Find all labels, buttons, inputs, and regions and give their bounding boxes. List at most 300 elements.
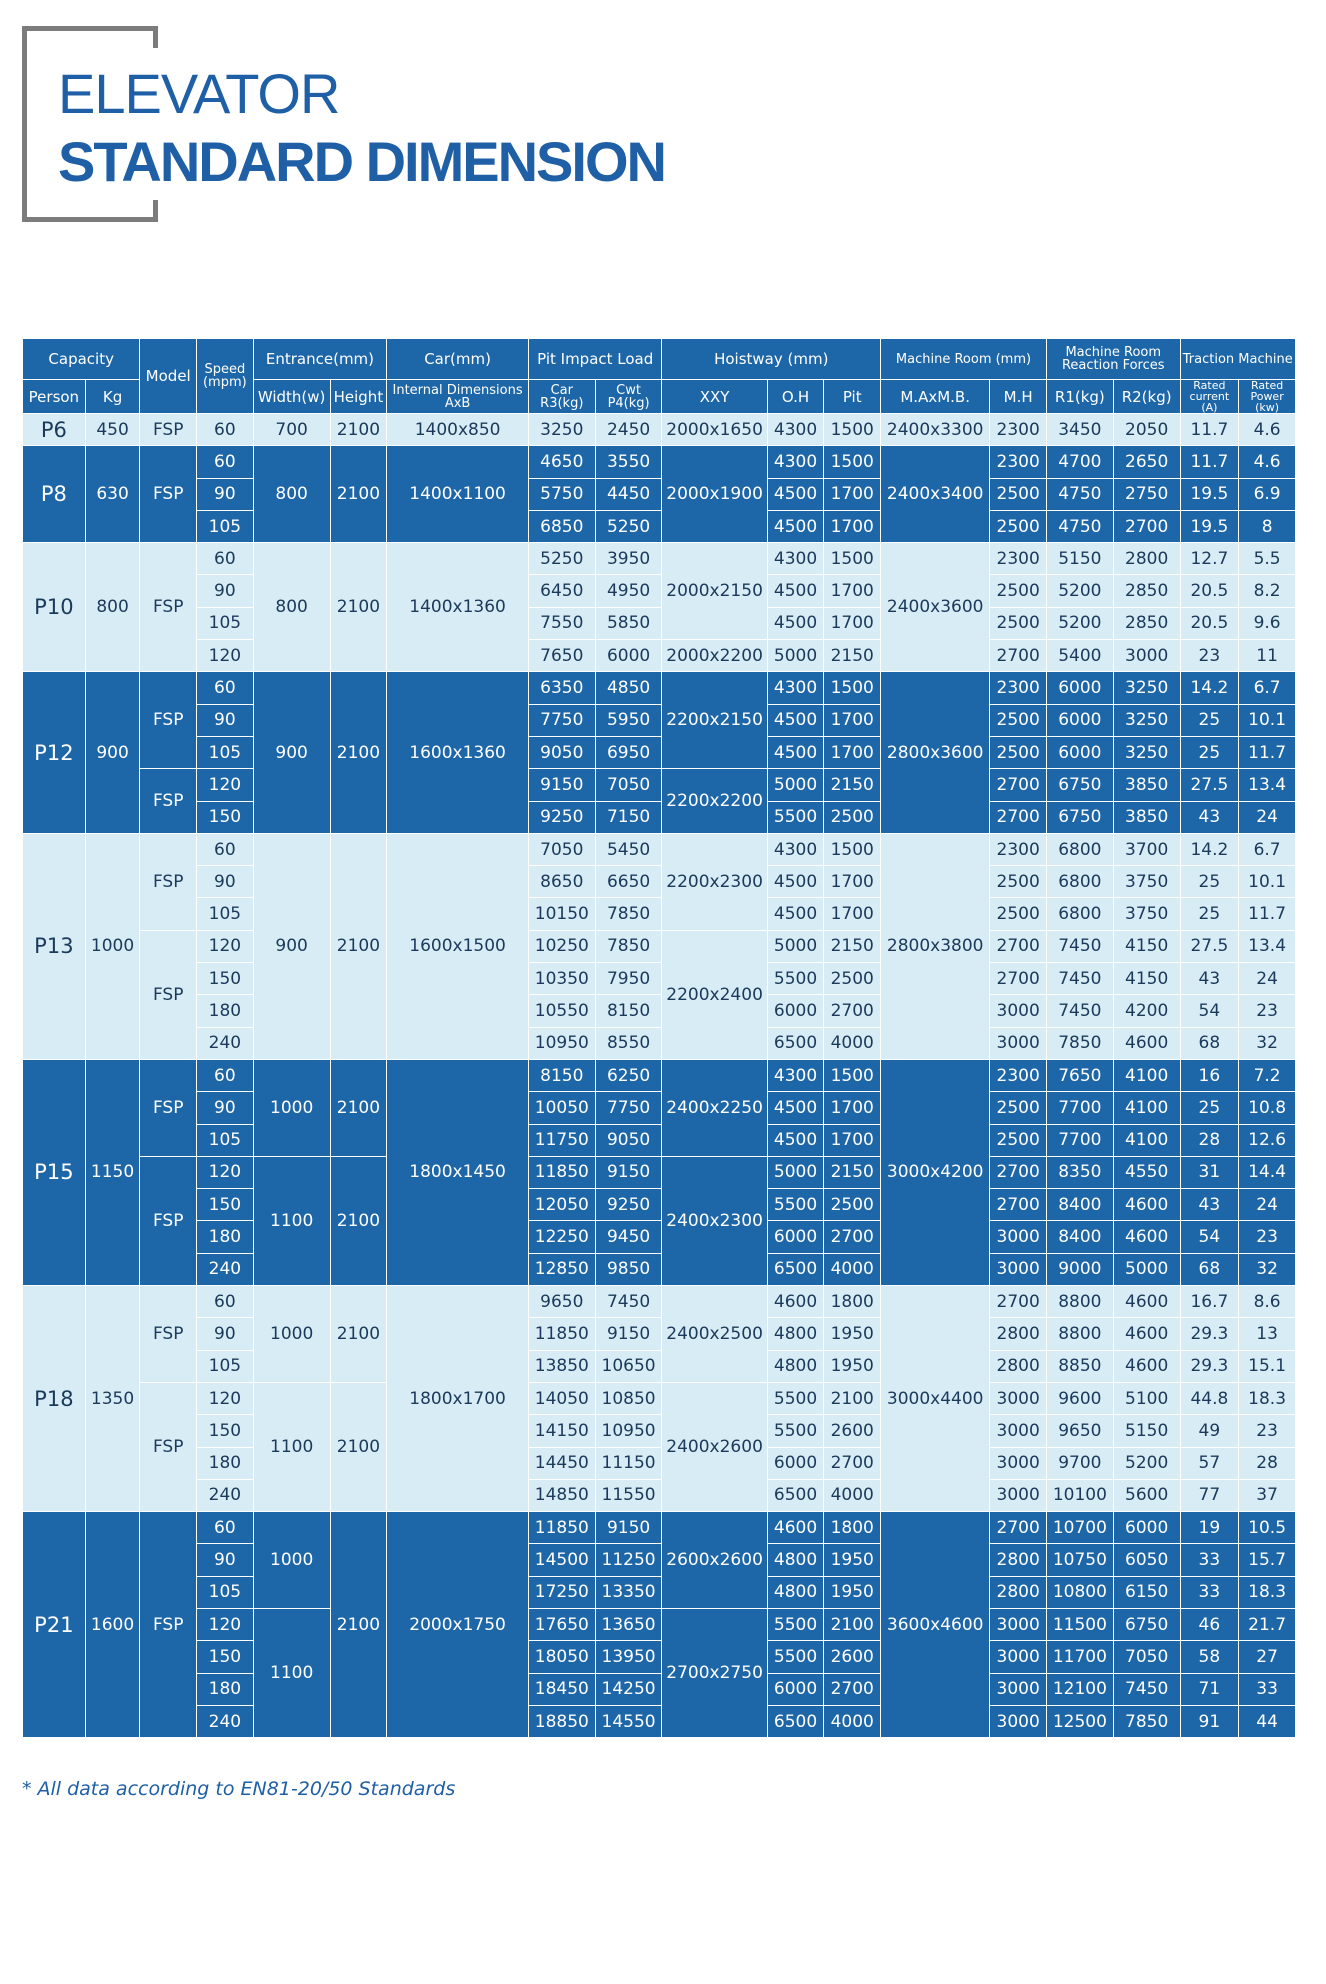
table-row [23,1059,1296,1091]
rated-power-cell: 11 [1239,640,1296,672]
header-r1: R1(kg) [1046,380,1113,414]
maxmb-cell: 2400x3300 [881,414,990,446]
car-r3-cell: 14150 [528,1415,595,1447]
pit-cell: 2700 [824,1221,881,1253]
pit-cell: 1500 [824,1059,881,1091]
pit-cell: 1700 [824,736,881,768]
table-row [23,963,1296,995]
mh-cell: 2500 [990,1092,1047,1124]
width-cell: 700 [253,414,330,446]
car-r3-cell: 7050 [528,833,595,865]
r1-cell: 8800 [1046,1286,1113,1318]
pit-cell: 2500 [824,801,881,833]
speed-cell: 60 [197,833,254,865]
footnote-text: All data according to EN81-20/50 Standards [37,1778,456,1800]
table-row [23,1608,1296,1640]
r2-cell: 3000 [1113,640,1180,672]
header-rated-power: Rated Power (kw) [1239,380,1296,414]
car-dimension-cell: 1400x850 [387,414,529,446]
r2-cell: 5200 [1113,1447,1180,1479]
car-r3-cell: 14850 [528,1479,595,1511]
xxy-cell: 2700x2750 [662,1608,767,1737]
r1-cell: 10700 [1046,1512,1113,1544]
maxmb-cell: 3000x4200 [881,1059,990,1285]
cwt-p4-cell: 6250 [595,1059,662,1091]
table-row [23,1189,1296,1221]
rated-power-cell: 8.2 [1239,575,1296,607]
oh-cell: 5500 [767,1641,824,1673]
cwt-p4-cell: 11150 [595,1447,662,1479]
mh-cell: 2700 [990,1156,1047,1188]
speed-cell: 180 [197,995,254,1027]
r1-cell: 4750 [1046,510,1113,542]
oh-cell: 6000 [767,1673,824,1705]
rated-power-cell: 37 [1239,1479,1296,1511]
header-reaction: Machine Room Reaction Forces [1046,339,1180,380]
r2-cell: 2800 [1113,543,1180,575]
r2-cell: 4600 [1113,1318,1180,1350]
speed-cell: 180 [197,1673,254,1705]
car-r3-cell: 9050 [528,736,595,768]
car-r3-cell: 6850 [528,510,595,542]
mh-cell: 2300 [990,446,1047,478]
oh-cell: 4500 [767,736,824,768]
cwt-p4-cell: 5450 [595,833,662,865]
r1-cell: 5200 [1046,607,1113,639]
rated-power-cell: 11.7 [1239,736,1296,768]
pit-cell: 1700 [824,1124,881,1156]
r1-cell: 4750 [1046,478,1113,510]
mh-cell: 2800 [990,1576,1047,1608]
pit-cell: 1950 [824,1318,881,1350]
cwt-p4-cell: 13350 [595,1576,662,1608]
header-entrance: Entrance(mm) [253,339,387,380]
rated-power-cell: 18.3 [1239,1576,1296,1608]
cwt-p4-cell: 10650 [595,1350,662,1382]
r1-cell: 8850 [1046,1350,1113,1382]
rated-power-cell: 8 [1239,510,1296,542]
pit-cell: 1700 [824,575,881,607]
rated-power-cell: 6.7 [1239,672,1296,704]
kg-cell: 630 [85,446,140,543]
cwt-p4-cell: 9250 [595,1189,662,1221]
pit-cell: 2500 [824,963,881,995]
width-cell: 900 [253,833,330,1059]
car-r3-cell: 7750 [528,704,595,736]
table-row [23,1415,1296,1447]
maxmb-cell: 3600x4600 [881,1512,990,1738]
pit-cell: 2150 [824,769,881,801]
height-cell: 2100 [330,833,387,1059]
r2-cell: 2850 [1113,575,1180,607]
rated-current-cell: 33 [1180,1576,1239,1608]
rated-power-cell: 7.2 [1239,1059,1296,1091]
xxy-cell: 2200x2150 [662,672,767,769]
xxy-cell: 2200x2200 [662,769,767,834]
mh-cell: 3000 [990,1705,1047,1737]
xxy-cell: 2200x2400 [662,930,767,1059]
cwt-p4-cell: 3950 [595,543,662,575]
table-row [23,478,1296,510]
kg-cell: 1000 [85,833,140,1059]
model-cell: FSP [140,1512,197,1738]
r2-cell: 6750 [1113,1608,1180,1640]
model-cell: FSP [140,1286,197,1383]
header-mh: M.H [990,380,1047,414]
cwt-p4-cell: 7150 [595,801,662,833]
r1-cell: 10100 [1046,1479,1113,1511]
car-dimension-cell: 1600x1360 [387,672,529,833]
height-cell: 2100 [330,1382,387,1511]
car-r3-cell: 10050 [528,1092,595,1124]
table-row [23,930,1296,962]
rated-current-cell: 91 [1180,1705,1239,1737]
speed-cell: 105 [197,510,254,542]
car-r3-cell: 9650 [528,1286,595,1318]
r2-cell: 6150 [1113,1576,1180,1608]
speed-cell: 105 [197,898,254,930]
header-speed: Speed (mpm) [197,339,254,414]
car-r3-cell: 12850 [528,1253,595,1285]
rated-power-cell: 9.6 [1239,607,1296,639]
pit-cell: 2600 [824,1641,881,1673]
cwt-p4-cell: 2450 [595,414,662,446]
xxy-cell: 2200x2300 [662,833,767,930]
table-body [23,414,1296,1738]
width-cell: 1000 [253,1059,330,1156]
pit-cell: 1950 [824,1544,881,1576]
r1-cell: 8400 [1046,1221,1113,1253]
r2-cell: 4600 [1113,1189,1180,1221]
oh-cell: 4500 [767,898,824,930]
table-row [23,1350,1296,1382]
mh-cell: 2700 [990,1286,1047,1318]
cwt-p4-cell: 8550 [595,1027,662,1059]
rated-power-cell: 12.6 [1239,1124,1296,1156]
mh-cell: 2500 [990,736,1047,768]
rated-current-cell: 12.7 [1180,543,1239,575]
rated-power-cell: 32 [1239,1253,1296,1285]
r2-cell: 6050 [1113,1544,1180,1576]
person-cell: P21 [23,1512,86,1738]
rated-current-cell: 20.5 [1180,575,1239,607]
cwt-p4-cell: 5850 [595,607,662,639]
rated-current-cell: 57 [1180,1447,1239,1479]
r1-cell: 8800 [1046,1318,1113,1350]
speed-cell: 150 [197,963,254,995]
mh-cell: 3000 [990,1027,1047,1059]
cwt-p4-cell: 7050 [595,769,662,801]
mh-cell: 2500 [990,898,1047,930]
r1-cell: 9000 [1046,1253,1113,1285]
height-cell: 2100 [330,1059,387,1156]
table-row [23,1705,1296,1737]
r1-cell: 7450 [1046,995,1113,1027]
xxy-cell: 2400x2600 [662,1382,767,1511]
cwt-p4-cell: 14250 [595,1673,662,1705]
table-row [23,1382,1296,1414]
xxy-cell: 2600x2600 [662,1512,767,1609]
cwt-p4-cell: 4850 [595,672,662,704]
table-row [23,446,1296,478]
pit-cell: 1500 [824,672,881,704]
oh-cell: 4500 [767,1092,824,1124]
kg-cell: 800 [85,543,140,672]
car-r3-cell: 17650 [528,1608,595,1640]
mh-cell: 2800 [990,1350,1047,1382]
r2-cell: 3850 [1113,801,1180,833]
oh-cell: 4800 [767,1318,824,1350]
header-traction: Traction Machine [1180,339,1295,380]
pit-cell: 2150 [824,930,881,962]
mh-cell: 2800 [990,1318,1047,1350]
car-r3-cell: 14050 [528,1382,595,1414]
r2-cell: 4100 [1113,1059,1180,1091]
maxmb-cell: 2400x3600 [881,543,990,672]
r1-cell: 10800 [1046,1576,1113,1608]
kg-cell: 900 [85,672,140,833]
rated-power-cell: 33 [1239,1673,1296,1705]
table-row [23,414,1296,446]
r1-cell: 7450 [1046,930,1113,962]
rated-power-cell: 15.7 [1239,1544,1296,1576]
pit-cell: 4000 [824,1253,881,1285]
speed-cell: 60 [197,1512,254,1544]
mh-cell: 2700 [990,801,1047,833]
oh-cell: 5000 [767,769,824,801]
r2-cell: 5000 [1113,1253,1180,1285]
car-r3-cell: 3250 [528,414,595,446]
speed-cell: 150 [197,801,254,833]
oh-cell: 4500 [767,866,824,898]
r2-cell: 2850 [1113,607,1180,639]
cwt-p4-cell: 6950 [595,736,662,768]
rated-power-cell: 21.7 [1239,1608,1296,1640]
pit-cell: 1700 [824,898,881,930]
mh-cell: 2300 [990,414,1047,446]
rated-current-cell: 19.5 [1180,478,1239,510]
mh-cell: 2300 [990,1059,1047,1091]
oh-cell: 4500 [767,510,824,542]
oh-cell: 6000 [767,995,824,1027]
r2-cell: 3750 [1113,866,1180,898]
car-r3-cell: 11850 [528,1318,595,1350]
oh-cell: 4800 [767,1350,824,1382]
header-model: Model [140,339,197,414]
r2-cell: 5100 [1113,1382,1180,1414]
r1-cell: 8400 [1046,1189,1113,1221]
kg-cell: 1350 [85,1286,140,1512]
pit-cell: 2700 [824,1447,881,1479]
pit-cell: 1500 [824,833,881,865]
rated-power-cell: 4.6 [1239,446,1296,478]
r1-cell: 9600 [1046,1382,1113,1414]
rated-current-cell: 25 [1180,704,1239,736]
r2-cell: 4150 [1113,930,1180,962]
pit-cell: 1950 [824,1350,881,1382]
car-dimension-cell: 1800x1700 [387,1286,529,1512]
r1-cell: 3450 [1046,414,1113,446]
speed-cell: 180 [197,1221,254,1253]
cwt-p4-cell: 5250 [595,510,662,542]
rated-power-cell: 24 [1239,963,1296,995]
speed-cell: 60 [197,1286,254,1318]
header-width: Width(w) [253,380,330,414]
r2-cell: 4600 [1113,1027,1180,1059]
r1-cell: 7450 [1046,963,1113,995]
r2-cell: 4100 [1113,1124,1180,1156]
car-dimension-cell: 1800x1450 [387,1059,529,1285]
model-cell: FSP [140,930,197,1059]
car-dimension-cell: 1400x1100 [387,446,529,543]
mh-cell: 2300 [990,833,1047,865]
rated-power-cell: 15.1 [1239,1350,1296,1382]
speed-cell: 120 [197,1608,254,1640]
r2-cell: 4600 [1113,1286,1180,1318]
mh-cell: 3000 [990,1253,1047,1285]
person-cell: P8 [23,446,86,543]
table-row [23,510,1296,542]
oh-cell: 6500 [767,1253,824,1285]
model-cell: FSP [140,672,197,769]
cwt-p4-cell: 9150 [595,1318,662,1350]
rated-power-cell: 27 [1239,1641,1296,1673]
mh-cell: 3000 [990,1641,1047,1673]
car-r3-cell: 10950 [528,1027,595,1059]
mh-cell: 2700 [990,963,1047,995]
table-row [23,672,1296,704]
r1-cell: 5150 [1046,543,1113,575]
r1-cell: 7850 [1046,1027,1113,1059]
mh-cell: 2500 [990,510,1047,542]
table-row [23,640,1296,672]
speed-cell: 60 [197,1059,254,1091]
oh-cell: 5500 [767,1189,824,1221]
speed-cell: 105 [197,736,254,768]
dimension-table [22,338,1296,1738]
table-row [23,1286,1296,1318]
pit-cell: 2600 [824,1415,881,1447]
speed-cell: 90 [197,866,254,898]
xxy-cell: 2400x2300 [662,1156,767,1285]
page-title-line2: STANDARD DIMENSION [58,130,665,193]
r2-cell: 3250 [1113,704,1180,736]
pit-cell: 1800 [824,1286,881,1318]
car-r3-cell: 14500 [528,1544,595,1576]
rated-current-cell: 25 [1180,898,1239,930]
rated-current-cell: 14.2 [1180,672,1239,704]
speed-cell: 60 [197,543,254,575]
rated-power-cell: 10.5 [1239,1512,1296,1544]
r2-cell: 4200 [1113,995,1180,1027]
cwt-p4-cell: 10950 [595,1415,662,1447]
pit-cell: 1700 [824,704,881,736]
table-row [23,1544,1296,1576]
rated-current-cell: 29.3 [1180,1318,1239,1350]
car-r3-cell: 13850 [528,1350,595,1382]
cwt-p4-cell: 7750 [595,1092,662,1124]
person-cell: P6 [23,414,86,446]
car-r3-cell: 6450 [528,575,595,607]
table-row [23,1512,1296,1544]
oh-cell: 4600 [767,1512,824,1544]
header-maxmb: M.AxM.B. [881,380,990,414]
r1-cell: 9650 [1046,1415,1113,1447]
rated-current-cell: 49 [1180,1415,1239,1447]
cwt-p4-cell: 7450 [595,1286,662,1318]
r1-cell: 6750 [1046,769,1113,801]
speed-cell: 120 [197,1382,254,1414]
cwt-p4-cell: 6000 [595,640,662,672]
header-rated-current: Rated current (A) [1180,380,1239,414]
height-cell: 2100 [330,446,387,543]
r2-cell: 2050 [1113,414,1180,446]
mh-cell: 3000 [990,1415,1047,1447]
car-dimension-cell: 2000x1750 [387,1512,529,1738]
pit-cell: 1700 [824,866,881,898]
table-row [23,801,1296,833]
cwt-p4-cell: 9150 [595,1512,662,1544]
car-r3-cell: 6350 [528,672,595,704]
speed-cell: 120 [197,640,254,672]
table-row [23,575,1296,607]
rated-current-cell: 77 [1180,1479,1239,1511]
r2-cell: 7850 [1113,1705,1180,1737]
rated-current-cell: 31 [1180,1156,1239,1188]
mh-cell: 2700 [990,769,1047,801]
r1-cell: 10750 [1046,1544,1113,1576]
height-cell: 2100 [330,672,387,833]
pit-cell: 1800 [824,1512,881,1544]
person-cell: P15 [23,1059,86,1285]
cwt-p4-cell: 9450 [595,1221,662,1253]
speed-cell: 120 [197,1156,254,1188]
table-row [23,1092,1296,1124]
rated-power-cell: 10.8 [1239,1092,1296,1124]
rated-current-cell: 58 [1180,1641,1239,1673]
table-row [23,736,1296,768]
cwt-p4-cell: 5950 [595,704,662,736]
rated-current-cell: 20.5 [1180,607,1239,639]
oh-cell: 6500 [767,1479,824,1511]
oh-cell: 4500 [767,704,824,736]
r1-cell: 9700 [1046,1447,1113,1479]
asterisk-icon: * [22,1778,32,1800]
table-row [23,543,1296,575]
header-car: Car(mm) [387,339,529,380]
header-pit: Pit [824,380,881,414]
table-row [23,1156,1296,1188]
rated-current-cell: 68 [1180,1253,1239,1285]
oh-cell: 6500 [767,1705,824,1737]
oh-cell: 6000 [767,1221,824,1253]
mh-cell: 2500 [990,704,1047,736]
cwt-p4-cell: 13650 [595,1608,662,1640]
cwt-p4-cell: 8150 [595,995,662,1027]
rated-current-cell: 33 [1180,1544,1239,1576]
r2-cell: 7050 [1113,1641,1180,1673]
car-r3-cell: 9250 [528,801,595,833]
pit-cell: 2150 [824,640,881,672]
r1-cell: 11500 [1046,1608,1113,1640]
person-cell: P18 [23,1286,86,1512]
r1-cell: 11700 [1046,1641,1113,1673]
oh-cell: 4500 [767,575,824,607]
pit-cell: 4000 [824,1479,881,1511]
car-r3-cell: 10350 [528,963,595,995]
model-cell: FSP [140,1059,197,1156]
r1-cell: 4700 [1046,446,1113,478]
